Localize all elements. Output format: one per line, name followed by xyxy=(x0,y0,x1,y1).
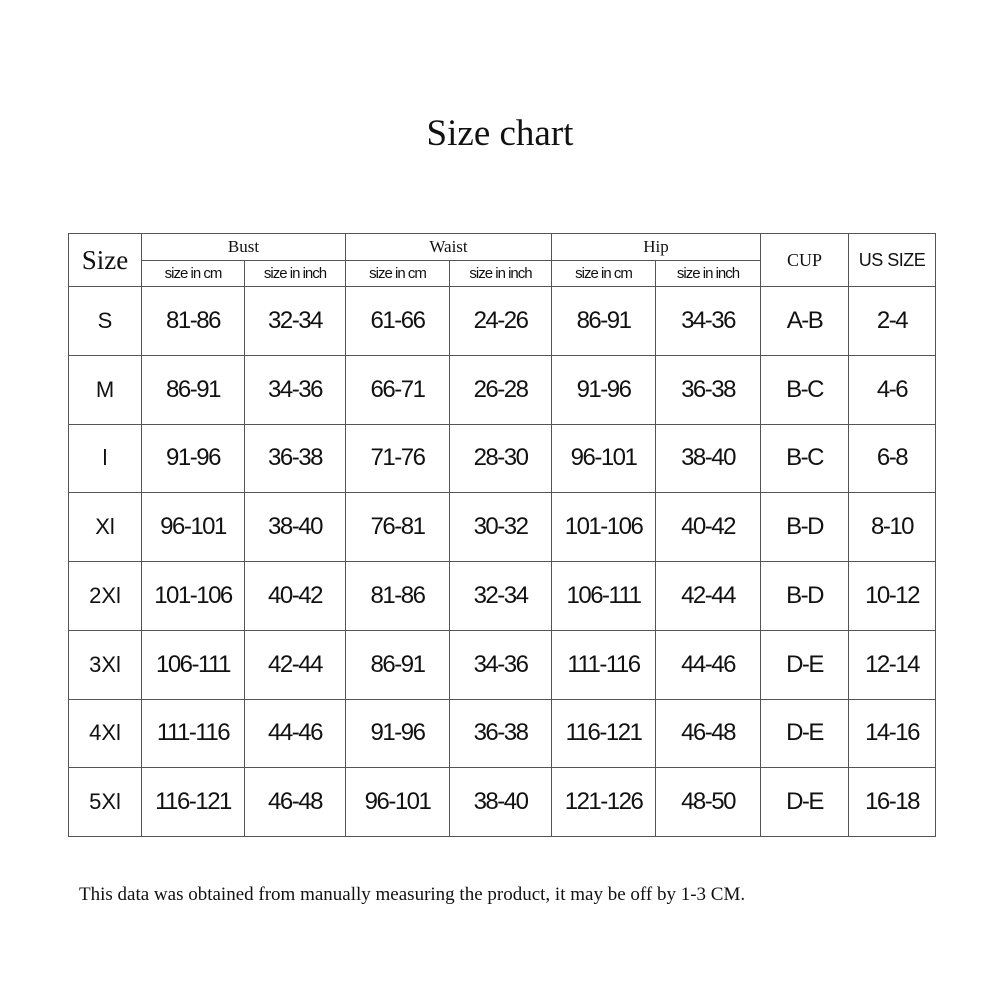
table-row xyxy=(69,287,936,356)
cell-hip-inch: 48-50 xyxy=(656,768,761,837)
cell-us-size: 16-18 xyxy=(849,768,936,837)
cell-size-label: S xyxy=(69,287,142,356)
cell-size-label: 3Xl xyxy=(69,630,142,699)
cell-hip-cm: 101-106 xyxy=(552,493,656,562)
cell-bust-inch: 38-40 xyxy=(245,493,346,562)
cell-bust-cm: 101-106 xyxy=(142,562,245,631)
header-bust-cm: size in cm xyxy=(142,261,245,287)
cell-bust-inch: 34-36 xyxy=(245,355,346,424)
cell-hip-cm: 106-111 xyxy=(552,562,656,631)
cell-hip-inch: 38-40 xyxy=(656,424,761,493)
cell-size-label: 2Xl xyxy=(69,562,142,631)
cell-bust-cm: 86-91 xyxy=(142,355,245,424)
cell-waist-inch: 38-40 xyxy=(450,768,552,837)
cell-waist-inch: 30-32 xyxy=(450,493,552,562)
cell-hip-inch: 36-38 xyxy=(656,355,761,424)
cell-waist-cm: 61-66 xyxy=(346,287,450,356)
cell-bust-cm: 106-111 xyxy=(142,630,245,699)
cell-waist-cm: 66-71 xyxy=(346,355,450,424)
cell-cup: D-E xyxy=(761,768,849,837)
cell-hip-inch: 34-36 xyxy=(656,287,761,356)
cell-us-size: 6-8 xyxy=(849,424,936,493)
cell-us-size: 2-4 xyxy=(849,287,936,356)
cell-hip-inch: 44-46 xyxy=(656,630,761,699)
cell-us-size: 12-14 xyxy=(849,630,936,699)
header-hip-cm: size in cm xyxy=(552,261,656,287)
cell-cup: B-C xyxy=(761,355,849,424)
header-bust-inch: size in inch xyxy=(245,261,346,287)
table-row xyxy=(69,355,936,424)
cell-waist-cm: 86-91 xyxy=(346,630,450,699)
cell-us-size: 14-16 xyxy=(849,699,936,768)
cell-us-size: 10-12 xyxy=(849,562,936,631)
header-hip-inch: size in inch xyxy=(656,261,761,287)
header-waist-cm: size in cm xyxy=(346,261,450,287)
cell-hip-cm: 121-126 xyxy=(552,768,656,837)
cell-cup: A-B xyxy=(761,287,849,356)
cell-hip-cm: 116-121 xyxy=(552,699,656,768)
measurement-note: This data was obtained from manually measuring the product, it may be off by 1-3 CM. xyxy=(79,884,746,905)
cell-bust-cm: 91-96 xyxy=(142,424,245,493)
cell-waist-inch: 36-38 xyxy=(450,699,552,768)
cell-bust-cm: 96-101 xyxy=(142,493,245,562)
cell-us-size: 8-10 xyxy=(849,493,936,562)
cell-cup: D-E xyxy=(761,699,849,768)
header-waist: Waist xyxy=(346,234,552,261)
cell-waist-cm: 91-96 xyxy=(346,699,450,768)
cell-bust-cm: 111-116 xyxy=(142,699,245,768)
cell-hip-inch: 40-42 xyxy=(656,493,761,562)
size-chart-table xyxy=(68,233,936,837)
cell-size-label: M xyxy=(69,355,142,424)
cell-waist-inch: 28-30 xyxy=(450,424,552,493)
cell-waist-inch: 34-36 xyxy=(450,630,552,699)
cell-waist-cm: 76-81 xyxy=(346,493,450,562)
header-size: Size xyxy=(69,234,142,287)
cell-bust-inch: 44-46 xyxy=(245,699,346,768)
size-chart-body xyxy=(69,287,936,837)
header-us-size: US SIZE xyxy=(849,234,936,287)
table-row xyxy=(69,424,936,493)
cell-waist-inch: 24-26 xyxy=(450,287,552,356)
cell-bust-inch: 36-38 xyxy=(245,424,346,493)
cell-waist-inch: 26-28 xyxy=(450,355,552,424)
cell-cup: D-E xyxy=(761,630,849,699)
table-row xyxy=(69,699,936,768)
cell-hip-inch: 42-44 xyxy=(656,562,761,631)
cell-size-label: l xyxy=(69,424,142,493)
cell-waist-inch: 32-34 xyxy=(450,562,552,631)
table-row xyxy=(69,768,936,837)
cell-bust-cm: 116-121 xyxy=(142,768,245,837)
cell-bust-inch: 32-34 xyxy=(245,287,346,356)
cell-bust-cm: 81-86 xyxy=(142,287,245,356)
page-title: Size chart xyxy=(426,113,574,154)
header-waist-inch: size in inch xyxy=(450,261,552,287)
cell-hip-cm: 96-101 xyxy=(552,424,656,493)
header-cup: CUP xyxy=(761,234,849,287)
cell-bust-inch: 42-44 xyxy=(245,630,346,699)
cell-size-label: 4Xl xyxy=(69,699,142,768)
cell-cup: B-C xyxy=(761,424,849,493)
cell-bust-inch: 40-42 xyxy=(245,562,346,631)
cell-waist-cm: 96-101 xyxy=(346,768,450,837)
table-row xyxy=(69,562,936,631)
table-row xyxy=(69,630,936,699)
cell-hip-inch: 46-48 xyxy=(656,699,761,768)
cell-cup: B-D xyxy=(761,493,849,562)
cell-hip-cm: 86-91 xyxy=(552,287,656,356)
cell-us-size: 4-6 xyxy=(849,355,936,424)
cell-bust-inch: 46-48 xyxy=(245,768,346,837)
header-row-groups xyxy=(69,234,936,261)
cell-cup: B-D xyxy=(761,562,849,631)
header-hip: Hip xyxy=(552,234,761,261)
header-bust: Bust xyxy=(142,234,346,261)
cell-waist-cm: 81-86 xyxy=(346,562,450,631)
cell-size-label: Xl xyxy=(69,493,142,562)
table-row xyxy=(69,493,936,562)
cell-hip-cm: 91-96 xyxy=(552,355,656,424)
cell-size-label: 5Xl xyxy=(69,768,142,837)
cell-hip-cm: 111-116 xyxy=(552,630,656,699)
cell-waist-cm: 71-76 xyxy=(346,424,450,493)
